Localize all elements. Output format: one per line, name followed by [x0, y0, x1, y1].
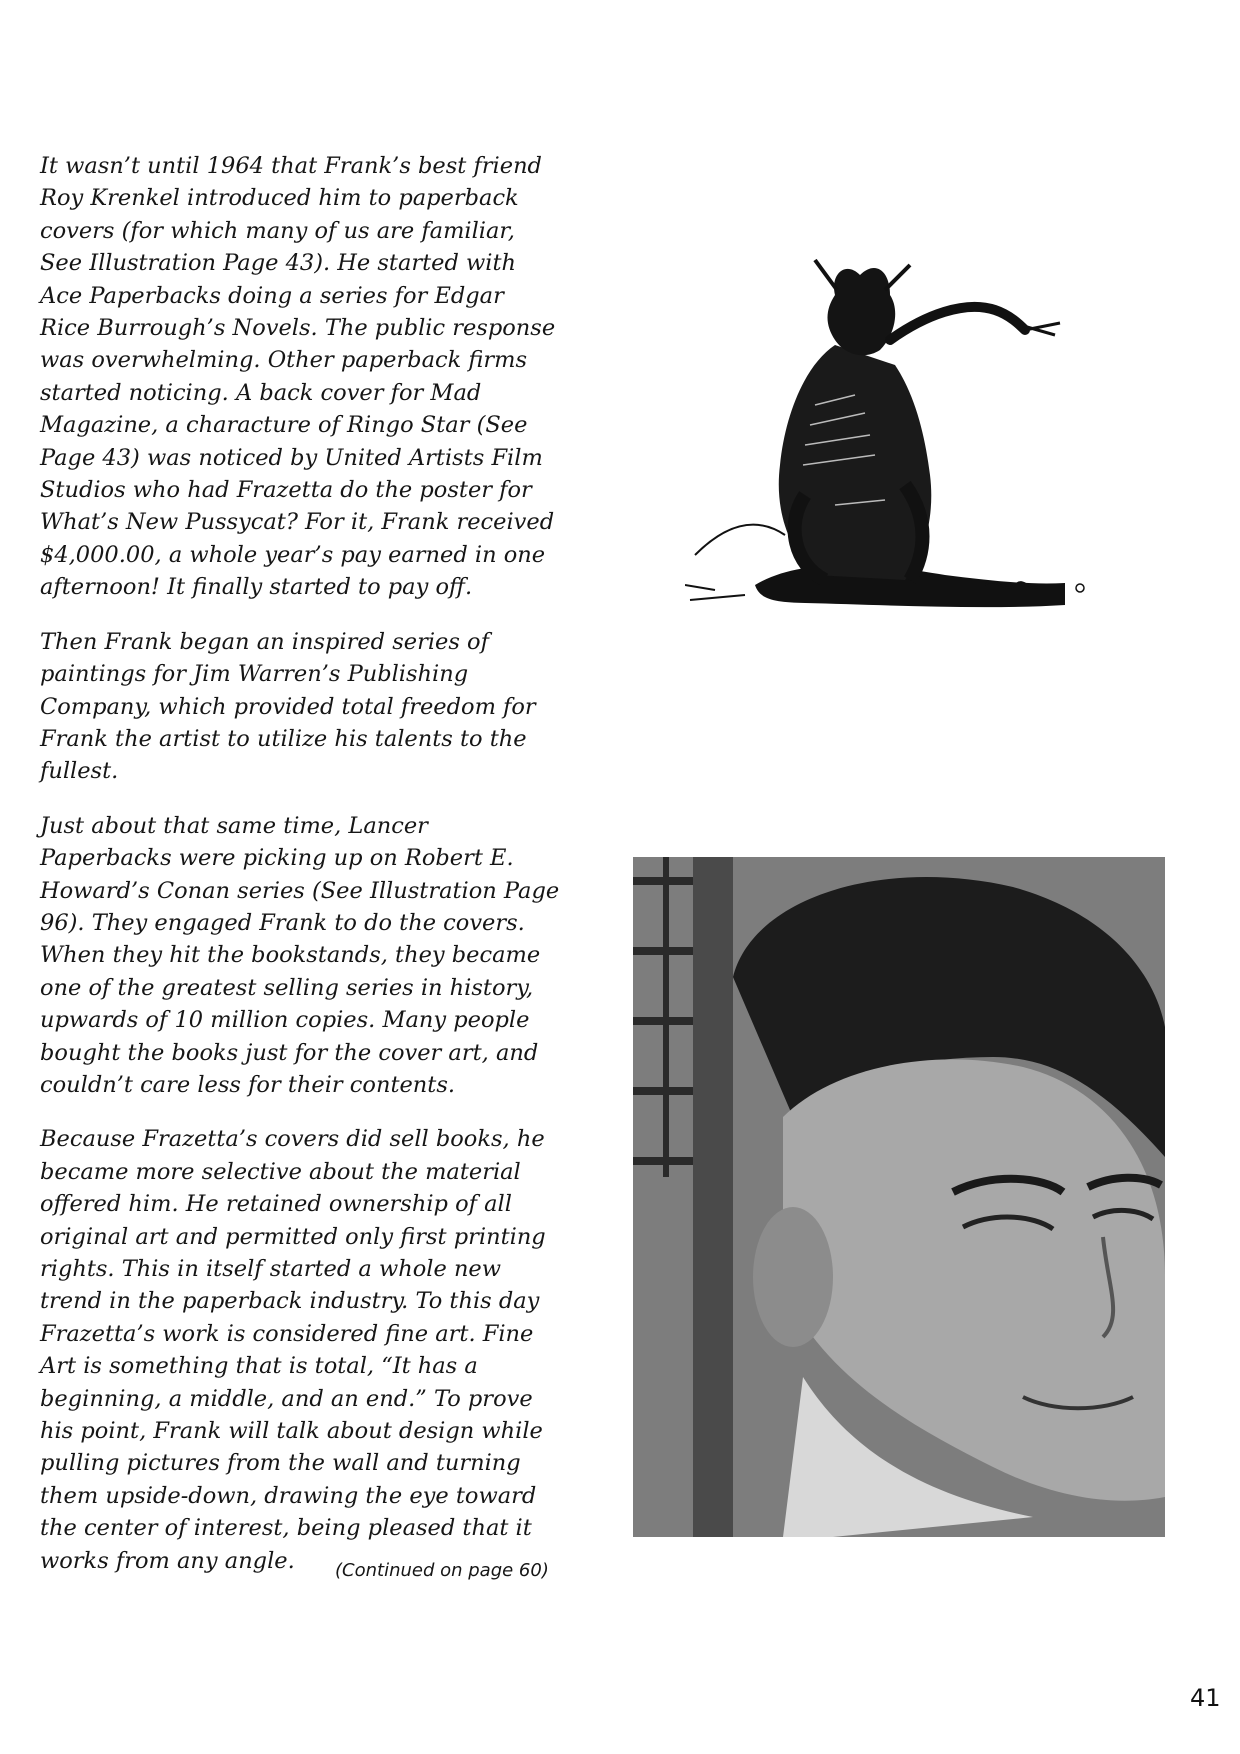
paragraph-4: Because Frazetta’s covers did sell books, he became more selective about the material offered him. He retained ownership of all original art and permitted only first printing rights. This in itself started a whole new trend in the paperback industry. To this day Frazetta’s work is considered fine art. Fine Art is something that is total, “It has a beginning, a middle, and an end.” To prove his point, Frank will talk about design while pulling pictures from the wall and turning them upside-down, drawing the eye toward the center of interest, being pleased that it works from any angle.: [40, 1126, 546, 1574]
paragraph-3: Just about that same time, Lancer Paperbacks were picking up on Robert E. Howard’s Conan series (See Illustration Page 96). They engaged Frank to do the covers. When they hit the bookstands, they became one of the greatest selling series in history, upwards of 10 million copies. Many people bought the books just for the cover art, and couldn’t care less for their contents.: [40, 812, 560, 1098]
paragraph-2: Then Frank began an inspired series of paintings for Jim Warren’s Publishing Company, which provided total freedom for Frank the artist to utilize his talents to the fullest.: [40, 628, 536, 785]
page-number: 41: [1190, 1684, 1221, 1712]
portrait-photo-icon: [633, 857, 1165, 1537]
article-body: [40, 150, 560, 1599]
paragraph-1: It wasn’t until 1964 that Frank’s best friend Roy Krenkel introduced him to paperback covers (for which many of us are familiar, See Illustration Page 43). He started with Ace Paperbacks doing a series for Edgar Rice Burrough’s Novels. The public response was overwhelming. Other paperback firms started noticing. A back cover for Mad Magazine, a characture of Ringo Star (See Page 43) was noticed by United Artists Film Studios who had Frazetta do the poster for What’s New Pussycat? For it, Frank received $4,000.00, a whole year’s pay earned in one afternoon! It finally started to pay off.: [40, 153, 556, 601]
continued-note: (Continued on page 60): [335, 1560, 549, 1581]
ink-sketch-creature-icon: [685, 255, 1105, 635]
